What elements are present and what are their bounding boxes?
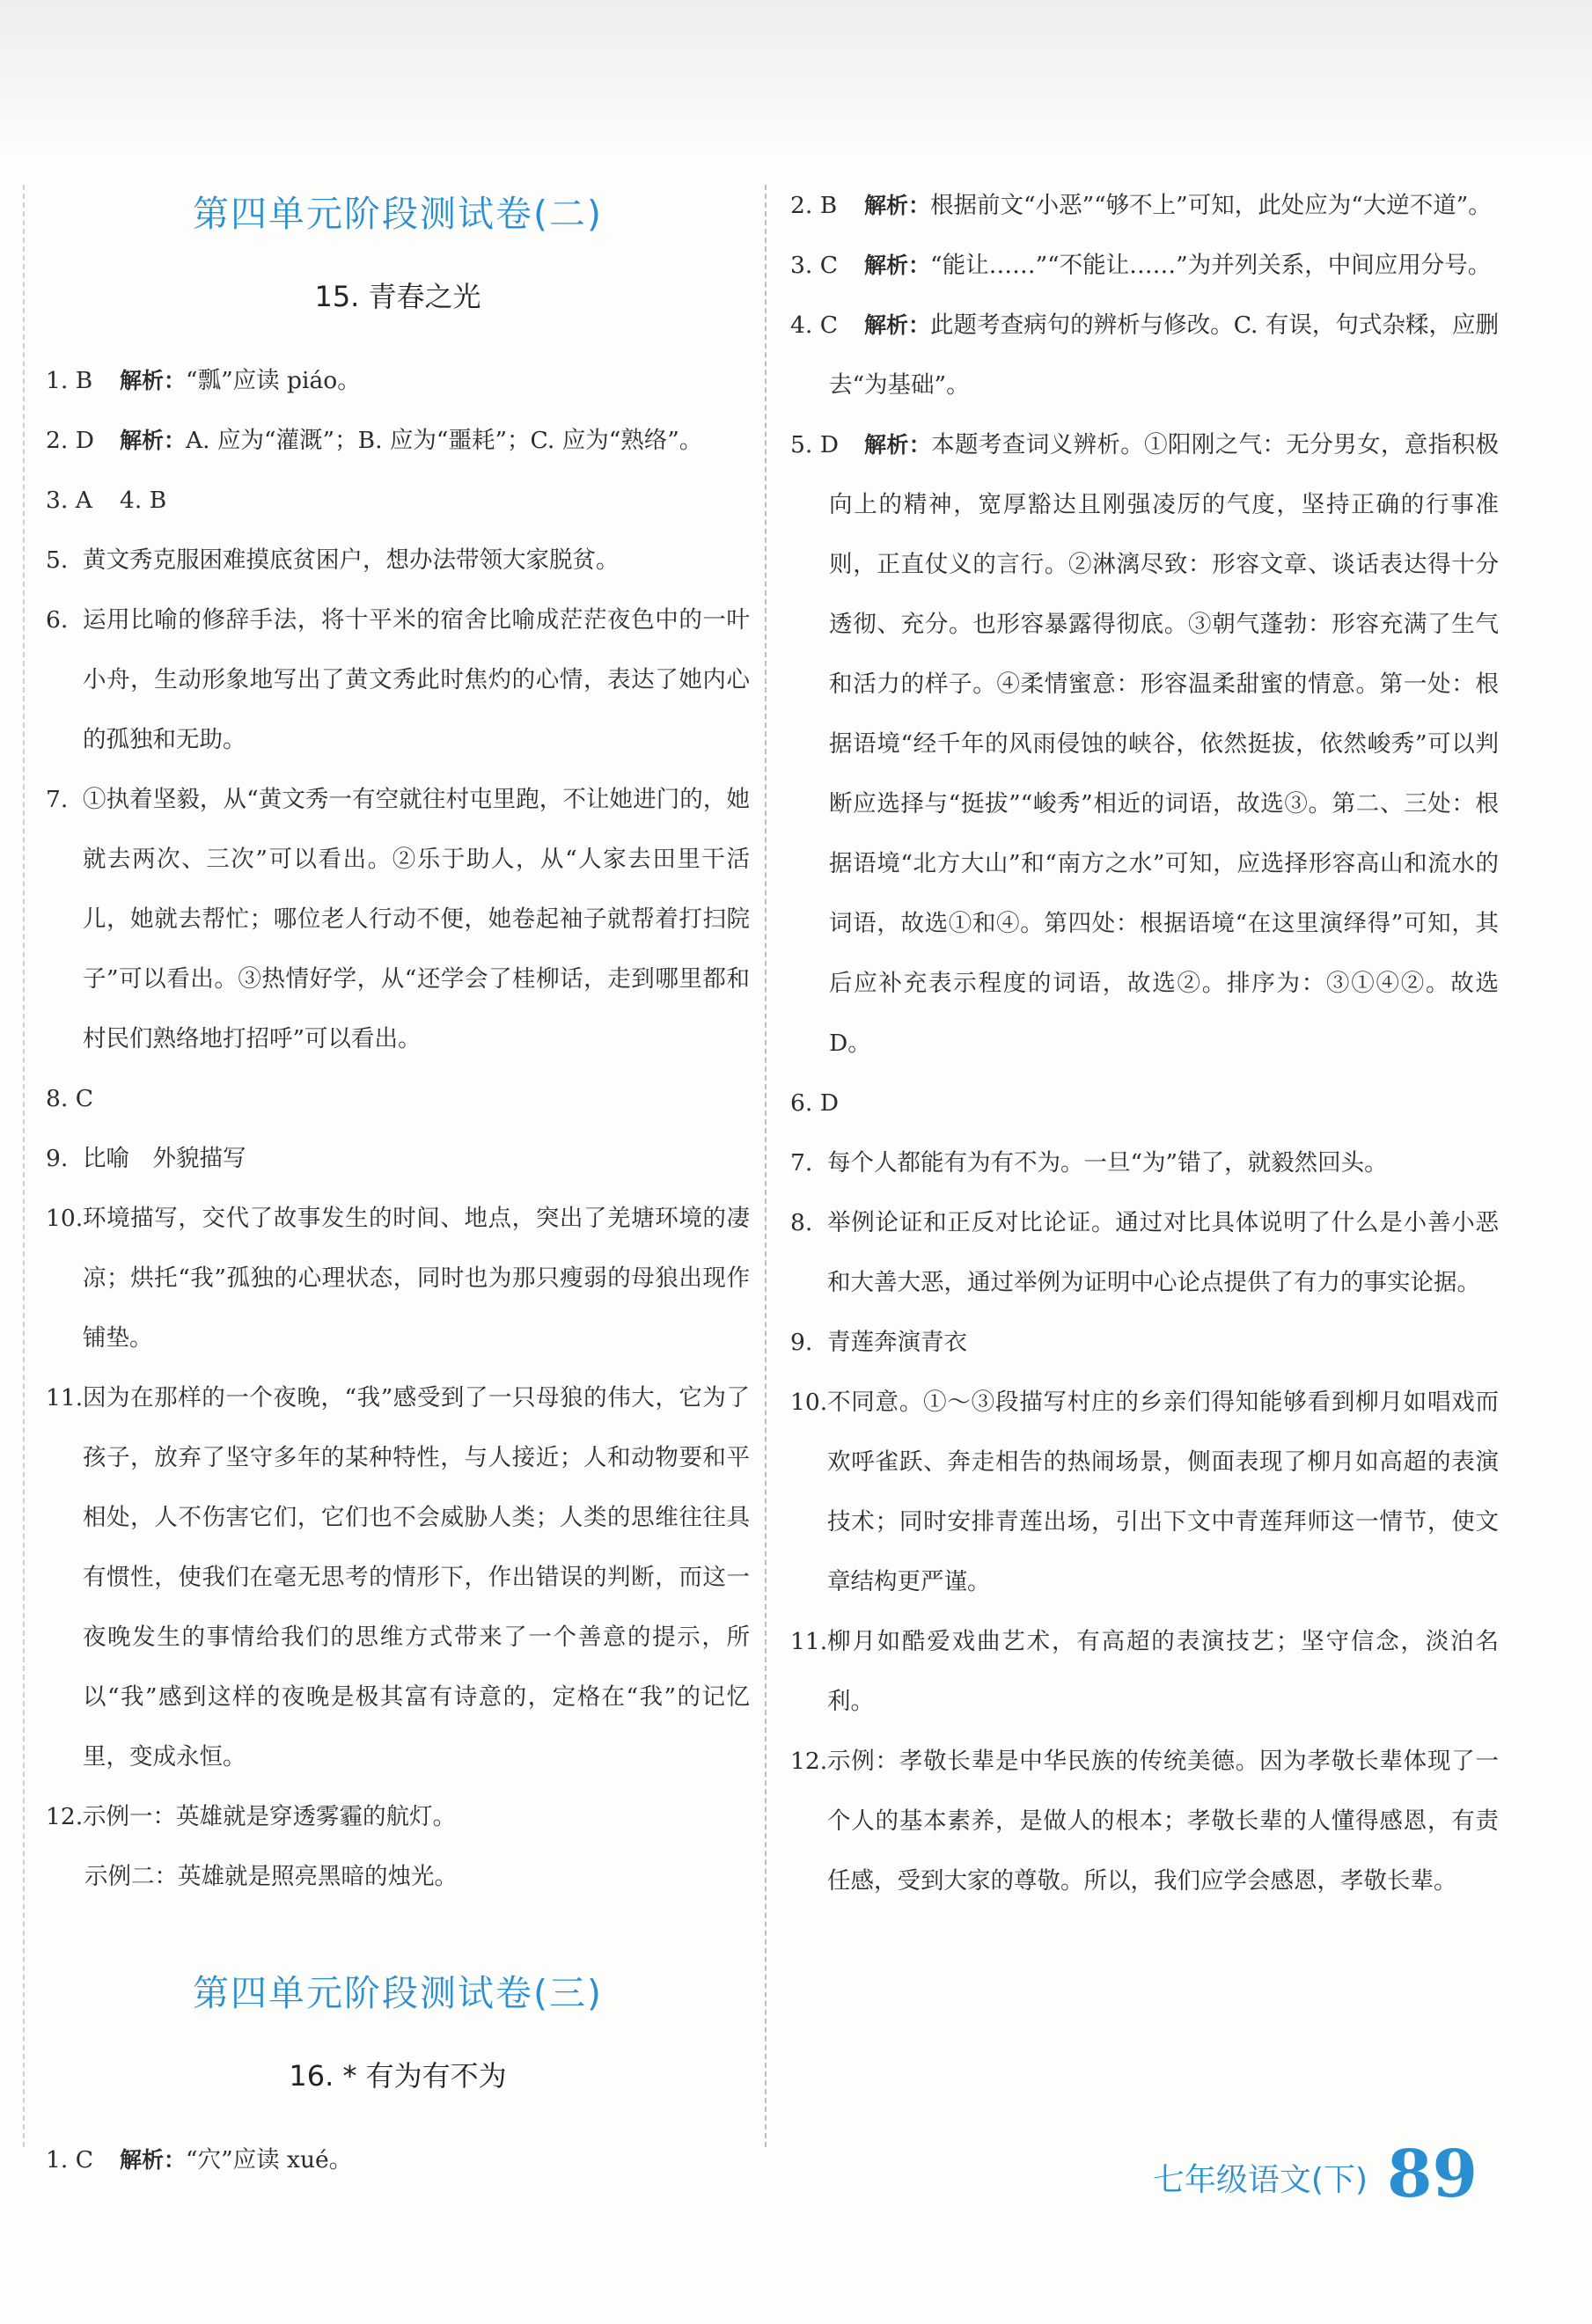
answer-body: 环境描写，交代了故事发生的时间、地点，突出了羌塘环境的凄凉；烘托“我”孤独的心理状态，同时也为那只瘦弱的母狼出现作铺垫。 — [83, 1205, 750, 1352]
answer-body: 示例：孝敬长辈是中华民族的传统美德。因为孝敬长辈体现了一个人的基本素养，是做人的根本；孝敬长辈的人懂得感恩，有责任感，受到大家的尊敬。所以，我们应学会感恩，孝敬长辈。 — [827, 1748, 1499, 1895]
answer-number: 12. — [46, 1803, 84, 1830]
answer-text — [120, 427, 702, 454]
answer-body: 比喻 外貌描写 — [83, 1145, 246, 1172]
answer-number: 9. — [46, 1145, 69, 1172]
answer-item — [46, 590, 750, 770]
answer-body: 因为在那样的一个夜晚，“我”感受到了一只母狼的伟大，它为了孩子，放弃了坚守多年的某种特性，与人接近；人和动物要和平相处，人不伤害它们，它们也不会威胁人类；人类的思维往往具有惯性，使我们在毫无思考的情形下，作出错误的判断，而这一夜晚发生的事情给我们的思维方式带来了一个善意的提示，所以“我”感到这样的夜晚是极其富有诗意的，定格在“我”的记忆里，变成永恒。 — [83, 1384, 750, 1770]
answer-item — [46, 2130, 750, 2190]
answer-item — [46, 1129, 750, 1189]
answer-text — [864, 252, 1491, 279]
page-number: 89 — [1387, 2137, 1478, 2212]
answer-item — [46, 531, 750, 590]
answer-item — [790, 1193, 1499, 1313]
answer-text — [864, 192, 1492, 219]
answer-text — [120, 367, 361, 394]
answer-item — [46, 471, 750, 531]
column-divider — [765, 185, 767, 2147]
answer-body: 柳月如酷爱戏曲艺术，有高超的表演技艺；坚守信念，淡泊名利。 — [827, 1628, 1499, 1715]
analysis-label: 解析： — [120, 2147, 187, 2173]
answer-body: 此题考查病句的辨析与修改。C. 有误，句式杂糅，应删去“为基础”。 — [829, 312, 1499, 399]
answer-number: 11. — [46, 1384, 84, 1411]
answer-list — [46, 351, 750, 1847]
answer-item — [790, 296, 1499, 415]
analysis-label: 解析： — [864, 193, 931, 218]
answer-text — [83, 1384, 750, 1770]
left-column — [46, 180, 750, 2190]
answer-body: 运用比喻的修辞手法，将十平米的宿舍比喻成茫茫夜色中的一叶小舟，生动形象地写出了黄文秀此时焦灼的心情，表达了她内心的孤独和无助。 — [83, 606, 750, 753]
answer-number: 3. C — [790, 252, 838, 279]
answer-number: 2. D — [46, 427, 94, 454]
answer-text — [829, 312, 1499, 399]
answer-item — [46, 1787, 750, 1847]
answer-item — [46, 1368, 750, 1787]
answer-text — [120, 487, 166, 514]
analysis-label: 解析： — [864, 253, 931, 278]
answer-item — [790, 1313, 1499, 1373]
answer-body: 根据前文“小恶”“够不上”可知，此处应为“大逆不道”。 — [930, 192, 1492, 219]
answer-number: 1. C — [46, 2146, 93, 2174]
answer-body: 示例一：英雄就是穿透雾霾的航灯。 — [83, 1803, 456, 1830]
answer-item — [790, 176, 1499, 236]
page-footer — [1152, 2128, 1478, 2212]
lesson-title: 16. * 有为有不为 — [289, 2059, 507, 2093]
answer-text — [827, 1209, 1499, 1296]
page-top-shade — [0, 0, 1592, 158]
book-title: 七年级语文(下) — [1152, 2162, 1368, 2198]
answer-item — [790, 415, 1499, 1074]
answer-body: 举例论证和正反对比论证。通过对比具体说明了什么是小善小恶和大善大恶，通过举例为证明中心论点提供了有力的事实论据。 — [827, 1209, 1499, 1296]
section-title: 第四单元阶段测试卷(二) — [193, 193, 603, 235]
answer-number: 5. — [46, 546, 69, 574]
answer-text — [83, 1205, 750, 1352]
answer-item — [790, 1074, 1499, 1133]
answer-number: 4. C — [790, 312, 838, 339]
answer-number: 10. — [790, 1389, 828, 1416]
answer-item — [790, 1732, 1499, 1911]
answer-text — [83, 606, 750, 753]
answer-body: 每个人都能有为有不为。一旦“为”错了，就毅然回头。 — [827, 1149, 1388, 1177]
answer-number: 10. — [46, 1205, 84, 1232]
answer-item — [46, 351, 750, 411]
answer-item — [46, 411, 750, 471]
answer-number: 8. — [790, 1209, 813, 1236]
answer-text — [827, 1149, 1388, 1177]
answer-text — [83, 1803, 456, 1830]
answer-text — [827, 1329, 967, 1356]
answer-text — [827, 1748, 1499, 1895]
answer-text — [829, 431, 1499, 1057]
answer-number: 3. A — [46, 487, 92, 514]
answer-body: “能让……”“不能让……”为并列关系，中间应用分号。 — [930, 252, 1492, 279]
answer-text — [827, 1389, 1499, 1595]
answer-text — [83, 1145, 246, 1172]
answer-item — [46, 770, 750, 1069]
answer-number: 6. D — [790, 1089, 839, 1117]
answer-item — [790, 236, 1499, 296]
answer-body: 本题考查词义辨析。①阳刚之气：无分男女，意指积极向上的精神，宽厚豁达且刚强凌厉的气度，坚持正确的行事准则，正直仗义的言行。②淋漓尽致：形容文章、谈话表达得十分透彻、充分。也形容暴露得彻底。③朝气蓬勃：形容充满了生气和活力的样子。④柔情蜜意：形容温柔甜蜜的情意。第一处：根据语境“经千年的风雨侵蚀的峡谷，依然挺拔，依然峻秀”可以判断应选择与“挺拔”“峻秀”相近的词语，故选③。第二、三处：根据语境“北方大山”和“南方之水”可知，应选择形容高山和流水的词语，故选①和④。第四处：根据语境“在这里演绎得”可知，其后应补充表示程度的词语，故选②。排序为：③①④②。故选 D。 — [829, 431, 1499, 1057]
analysis-label: 解析： — [864, 432, 932, 458]
analysis-label: 解析： — [120, 428, 187, 453]
left-margin-rule — [23, 185, 25, 2147]
answer-body: A. 应为“灌溉”；B. 应为“噩耗”；C. 应为“熟络”。 — [186, 427, 703, 454]
answer-item — [790, 1133, 1499, 1193]
answer-list — [790, 176, 1499, 1911]
answer-item — [790, 1373, 1499, 1612]
lesson-title: 15. 青春之光 — [314, 280, 481, 313]
answer-extra-line: 示例二：英雄就是照亮黑暗的烛光。 — [84, 1863, 458, 1890]
analysis-label: 解析： — [120, 368, 187, 393]
answer-text — [827, 1628, 1499, 1715]
answer-number: 9. — [790, 1329, 813, 1356]
section-title: 第四单元阶段测试卷(三) — [193, 1972, 603, 2014]
answer-number: 7. — [46, 786, 69, 813]
answer-number: 8. C — [46, 1085, 93, 1112]
answer-list — [46, 2130, 750, 2190]
answer-number: 11. — [790, 1628, 828, 1655]
answer-number: 12. — [790, 1748, 828, 1775]
answer-number: 1. B — [46, 367, 93, 394]
answer-text — [83, 546, 620, 574]
answer-body: 青莲奔演青衣 — [827, 1329, 967, 1356]
answer-body: 黄文秀克服困难摸底贫困户，想办法带领大家脱贫。 — [83, 546, 620, 574]
answer-body: “穴”应读 xué。 — [186, 2146, 353, 2174]
right-column — [790, 176, 1499, 1911]
answer-body: “瓢”应读 piáo。 — [186, 367, 361, 394]
answer-item — [46, 1069, 750, 1129]
answer-number: 5. D — [790, 431, 839, 458]
answer-item — [790, 1612, 1499, 1732]
answer-item — [46, 1189, 750, 1368]
answer-text — [120, 2146, 352, 2174]
answer-number: 2. B — [790, 192, 838, 219]
answer-number: 7. — [790, 1149, 813, 1177]
answer-number: 6. — [46, 606, 69, 634]
answer-body: ①执着坚毅，从“黄文秀一有空就往村屯里跑，不让她进门的，她就去两次、三次”可以看出。②乐于助人，从“人家去田里干活儿，她就去帮忙；哪位老人行动不便，她卷起袖子就帮着打扫院子”可以看出。③热情好学，从“还学会了桂柳话，走到哪里都和村民们熟络地打招呼”可以看出。 — [83, 786, 750, 1052]
answer-body: 4. B — [120, 487, 167, 514]
answer-text — [83, 786, 750, 1052]
analysis-label: 解析： — [864, 312, 931, 338]
answer-body: 不同意。①～③段描写村庄的乡亲们得知能够看到柳月如唱戏而欢呼雀跃、奔走相告的热闹场景，侧面表现了柳月如高超的表演技术；同时安排青莲出场，引出下文中青莲拜师这一情节，使文章结构更严谨。 — [827, 1389, 1499, 1595]
